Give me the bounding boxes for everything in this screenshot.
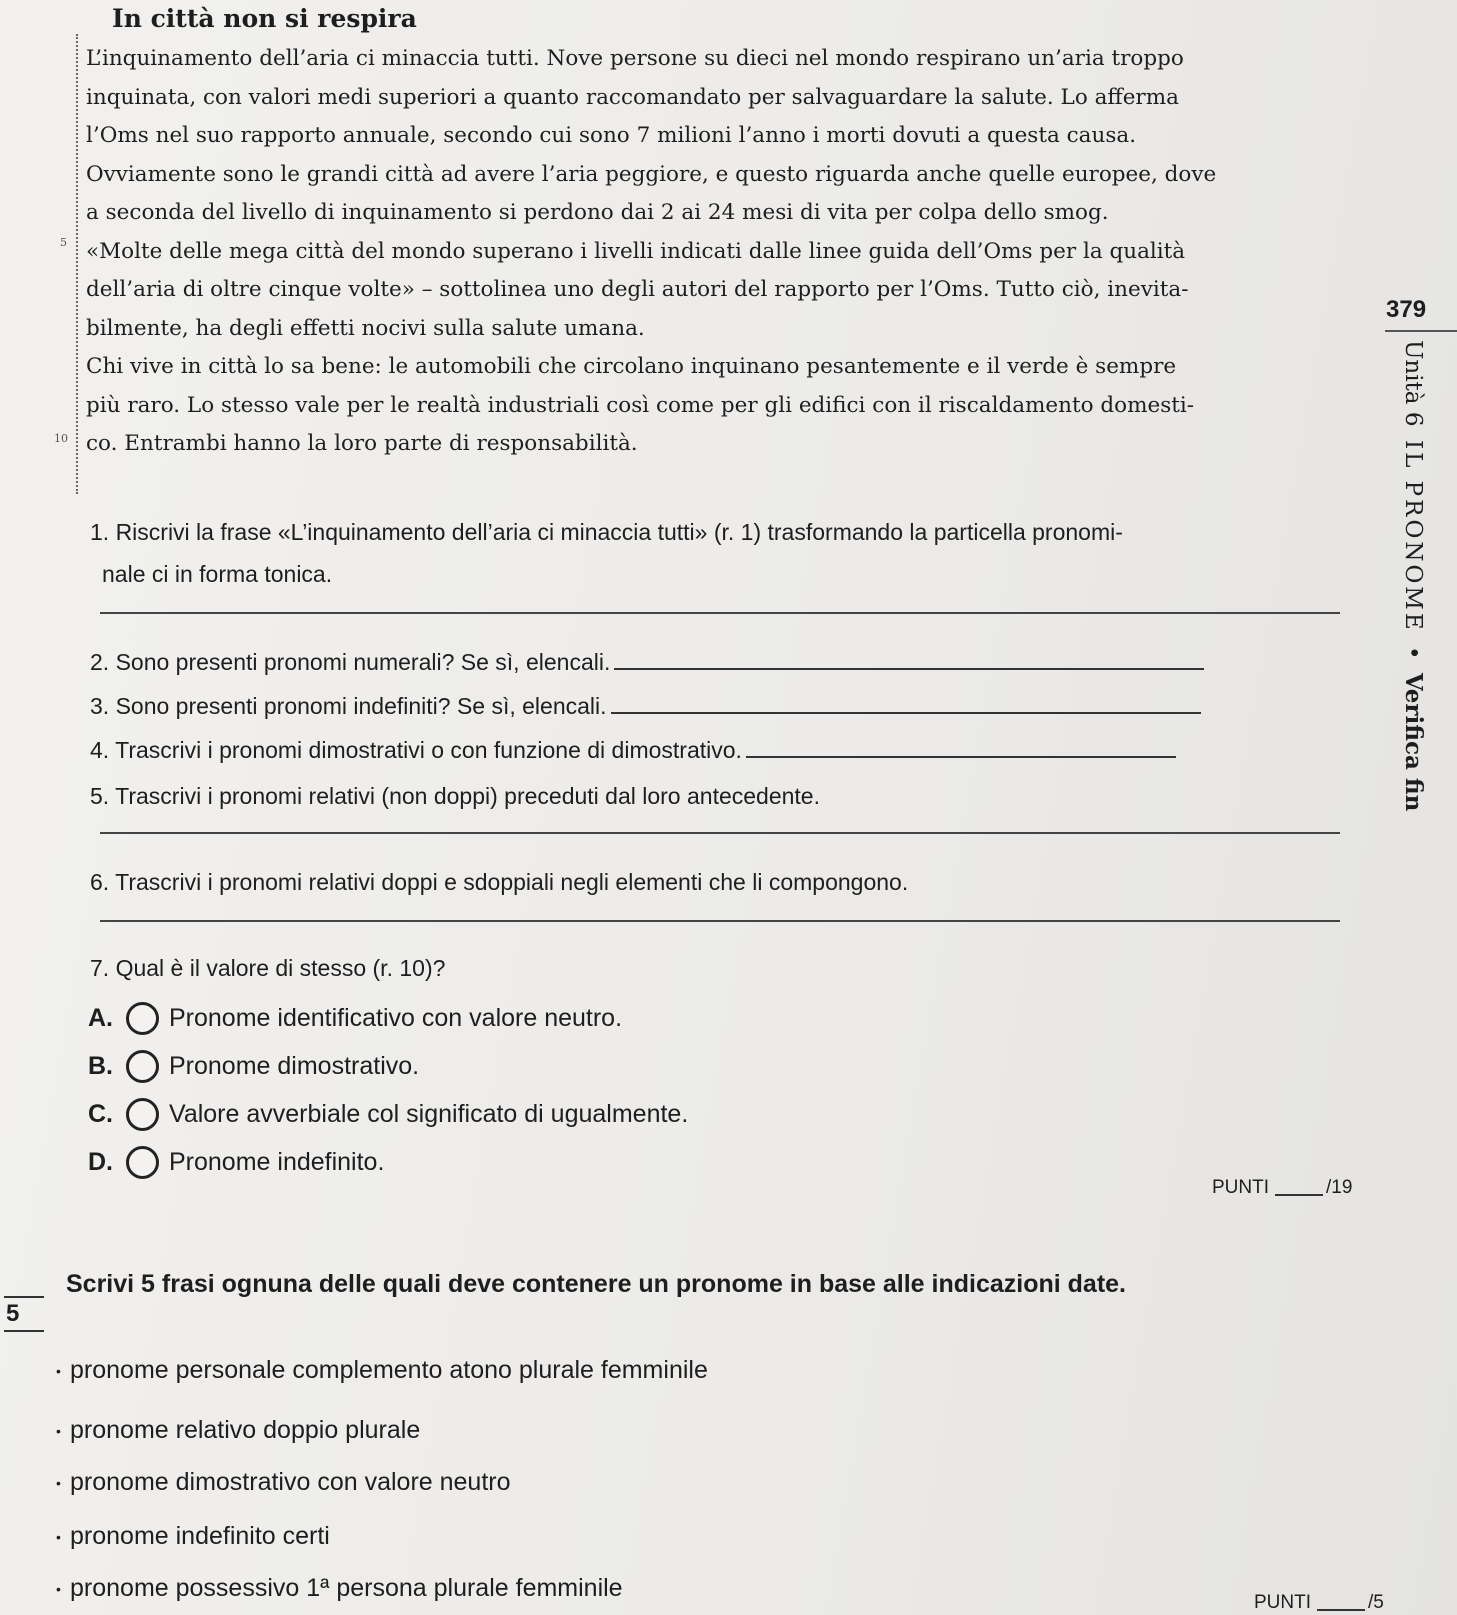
question-4 (90, 736, 1176, 764)
list-item (56, 1468, 511, 1497)
option-d-text: Pronome indefinito. (169, 1148, 385, 1176)
sidebar-separator: • (1400, 645, 1426, 660)
reading-line: bilmente, ha degli effetti nocivi sulla salute umana. (86, 315, 645, 341)
line-number-10: 10 (54, 432, 68, 445)
question-6: 6. Trascrivi i pronomi relativi doppi e sdoppiali negli elementi che li compongono. (90, 869, 909, 895)
line-number-5: 5 (60, 236, 67, 249)
option-a-text: Pronome identificativo con valore neutro. (169, 1004, 623, 1032)
list-item (56, 1522, 330, 1551)
reading-title: In città non si respira (112, 4, 417, 33)
reading-line: a seconda del livello di inquinamento si perdono dai 2 ai 24 mesi di vita per colpa dello smog. (86, 200, 1109, 225)
option-c-letter: C. (88, 1100, 113, 1128)
option-c-text: Valore avverbiale col significato di ugualmente. (169, 1100, 689, 1128)
bullet-icon: • (56, 1363, 61, 1380)
option-d-letter: D. (88, 1148, 113, 1176)
option-d[interactable] (88, 1146, 384, 1179)
reading-line: Ovviamente sono le grandi città ad avere l’aria peggiore, e questo riguarda anche quelle europee, dove (86, 161, 1217, 187)
score-input[interactable] (1317, 1609, 1365, 1611)
answer-line-2[interactable] (614, 668, 1204, 670)
score-box-2 (1254, 1592, 1384, 1614)
question-7-text: 7. Qual è il valore di stesso (r. 10)? (90, 955, 446, 981)
question-7 (90, 954, 445, 982)
list-item-text: pronome personale complemento atono plurale femminile (70, 1356, 708, 1384)
list-item-text: pronome relativo doppio plurale (70, 1416, 421, 1444)
answer-line-4[interactable] (746, 756, 1176, 758)
list-item-text: pronome possessivo 1ª persona plurale femminile (70, 1574, 623, 1602)
question-3 (90, 692, 1201, 720)
answer-line-3[interactable] (611, 712, 1201, 714)
bullet-icon: • (56, 1423, 61, 1440)
option-b-letter: B. (88, 1052, 113, 1080)
option-b-text: Pronome dimostrativo. (169, 1052, 420, 1080)
score-input[interactable] (1275, 1194, 1323, 1196)
option-a-radio[interactable] (126, 1002, 159, 1035)
list-item-text: pronome indefinito certi (70, 1522, 330, 1550)
option-a-letter: A. (88, 1004, 113, 1032)
reading-line: inquinata, con valori medi superiori a quanto raccomandato per salvaguardare la salute. Lo afferma (86, 84, 1179, 110)
list-item (56, 1416, 420, 1445)
unit-title: IL PRONOME (1400, 439, 1426, 633)
score-total: /19 (1326, 1177, 1353, 1198)
option-b[interactable] (88, 1050, 419, 1083)
score-total: /5 (1368, 1592, 1384, 1613)
question-1-line2: nale ci in forma tonica. (102, 561, 333, 587)
question-2 (90, 648, 1204, 676)
option-c[interactable] (88, 1098, 688, 1131)
reading-line: Chi vive in città lo sa bene: le automobili che circolano inquinano pesantemente e il verde è sempre (86, 354, 1177, 379)
score-label: PUNTI (1212, 1177, 1269, 1198)
sidebar-rule (1385, 330, 1457, 332)
list-item (56, 1574, 623, 1603)
unit-sidebar (1400, 340, 1427, 811)
margin-dotted-rule (76, 34, 78, 494)
reading-line: l’Oms nel suo rapporto annuale, secondo cui sono 7 milioni l’anno i morti dovuti a questa causa. (86, 123, 1137, 148)
option-a[interactable] (88, 1002, 622, 1035)
bullet-icon: • (56, 1475, 61, 1492)
bullet-icon: • (56, 1529, 61, 1546)
question-2-text: 2. Sono presenti pronomi numerali? Se sì, elencali. (90, 649, 611, 675)
option-d-radio[interactable] (126, 1146, 159, 1179)
question-1-line1: 1. Riscrivi la frase «L’inquinamento dell’aria ci minaccia tutti» (r. 1) trasformando la particella pronomi- (90, 519, 1123, 545)
option-b-radio[interactable] (126, 1050, 159, 1083)
answer-line-5[interactable] (100, 832, 1340, 834)
question-5: 5. Trascrivi i pronomi relativi (non doppi) preceduti dal loro antecedente. (90, 783, 820, 809)
list-item-text: pronome dimostrativo con valore neutro (70, 1468, 511, 1496)
reading-line: «Molte delle mega città del mondo superano i livelli indicati dalle linee guida dell’Oms per la qualità (86, 238, 1186, 264)
unit-number: Unità 6 (1400, 340, 1426, 427)
question-4-text: 4. Trascrivi i pronomi dimostrativi o con funzione di dimostrativo. (90, 737, 742, 763)
score-box-1 (1212, 1177, 1352, 1199)
section-name: Verifica fin (1400, 672, 1427, 811)
reading-line: più raro. Lo stesso vale per le realtà industriali così come per gli edifici con il riscaldamento domesti- (86, 392, 1195, 418)
question-3-text: 3. Sono presenti pronomi indefiniti? Se sì, elencali. (90, 693, 607, 719)
exercise-instruction: Scrivi 5 frasi ognuna delle quali deve contenere un pronome in base alle indicazioni date. (66, 1270, 1126, 1298)
reading-line: dell’aria di oltre cinque volte» – sottolinea uno degli autori del rapporto per l’Oms. Tutto ciò, inevita- (86, 277, 1189, 302)
reading-line: co. Entrambi hanno la loro parte di responsabilità. (86, 431, 638, 456)
exercise-number: 5 (4, 1296, 44, 1332)
score-label: PUNTI (1254, 1592, 1311, 1613)
answer-line-6[interactable] (100, 920, 1340, 922)
answer-line-1[interactable] (100, 612, 1340, 614)
reading-passage (86, 40, 1326, 464)
page-number: 379 (1386, 296, 1427, 323)
bullet-icon: • (56, 1581, 61, 1598)
reading-line: L’inquinamento dell’aria ci minaccia tutti. Nove persone su dieci nel mondo respirano un’aria troppo (86, 46, 1184, 71)
list-item (56, 1356, 708, 1385)
option-c-radio[interactable] (126, 1098, 159, 1131)
